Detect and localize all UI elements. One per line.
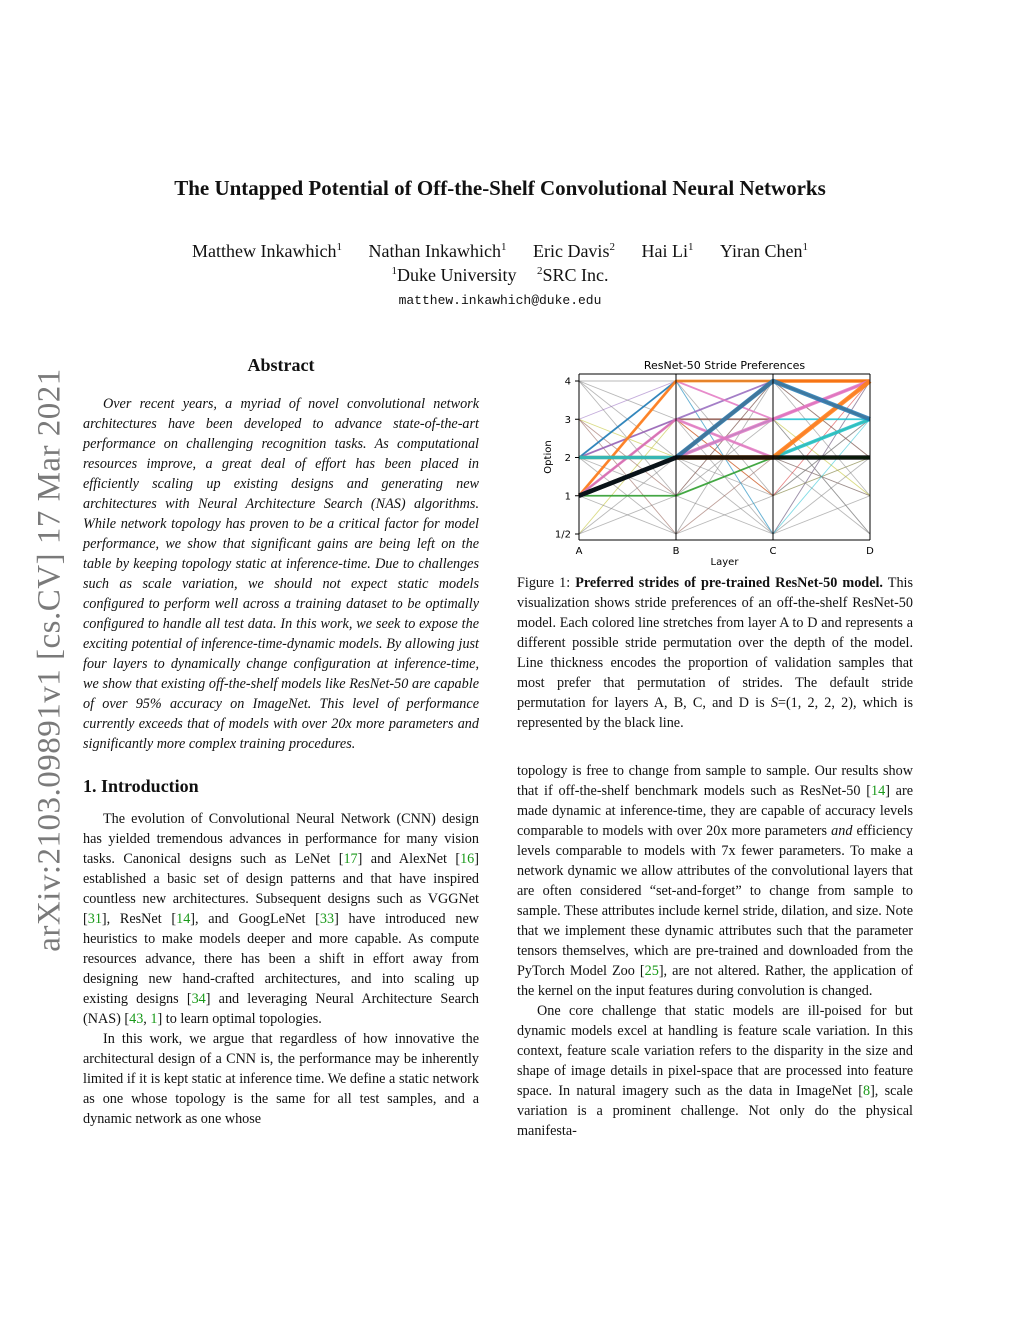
figure-1 [517, 355, 913, 567]
x-tick-label: B [672, 546, 680, 557]
author-name: Nathan Inkawhich [368, 241, 501, 261]
paper-title: The Untapped Potential of Off-the-Shelf Convolutional Neural Networks [174, 176, 826, 200]
caption-label: Figure 1: [517, 575, 571, 591]
author-affil-mark: 2 [609, 241, 615, 253]
caption-bold: Preferred strides of pre-trained ResNet-50 model. [575, 575, 883, 591]
author-name: Matthew Inkawhich [192, 241, 337, 261]
arxiv-stamp-text: arXiv:2103.09891v1 [cs.CV] 17 Mar 2021 [31, 368, 68, 952]
text-run: ], are not altered. Rather, the application of the kernel on the input features during convolution is changed. [517, 963, 913, 999]
abstract-heading: Abstract [247, 355, 315, 375]
text-run: ] and AlexNet [ [357, 851, 461, 867]
citation-link[interactable]: 14 [176, 911, 191, 927]
text-run: ], scale variation is a prominent challenge. Not only do the physical manifesta- [517, 1083, 913, 1139]
text-run: ] are made dynamic at inference-time, they are capable of accuracy levels comparable to models with over 20x more parameters [517, 783, 914, 839]
text-run: ] established a basic set of design patterns and that have inspired countless new architectures. Subsequent designs such as VGGNet [ [83, 851, 479, 927]
citation-link[interactable]: 14 [871, 783, 886, 799]
text-run: ] and leveraging Neural Architecture Search (NAS) [ [83, 991, 479, 1027]
author [192, 241, 342, 261]
affil-name: SRC Inc. [542, 265, 609, 285]
citation-link[interactable]: 33 [319, 911, 335, 927]
x-tick-label: D [866, 546, 874, 557]
author [533, 241, 615, 261]
y-tick-label: 3 [564, 414, 571, 426]
text-run: The evolution of Convolutional Neural Network (CNN) design has yielded tremendous advances in performance for many vision tasks. Canonical designs such as LeNet [ [83, 811, 479, 867]
figure-1-caption [517, 573, 913, 733]
author [641, 241, 693, 261]
caption-text: This visualization shows stride preferences of an off-the-shelf ResNet-50 model. Each colored line stretches from layer A to D and represents a different possible stride permutation over the depth of the model. Line thickness encodes the proportion of validation samples that most prefer that permutation of strides. The default stride permutation for layers A, B, C, and D is [517, 575, 914, 711]
left-column [83, 355, 479, 1129]
text-run: One core challenge that static models are ill-poised for but dynamic models excel at handling is feature scale variation. In this context, feature scale variation refers to the disparity in the size and shape of image details in pixel-space that are processed into feature space. In natural imagery such as the data in ImageNet [ [517, 1003, 913, 1099]
y-tick-label: 1 [564, 491, 571, 503]
y-tick-label: 2 [564, 453, 571, 464]
intro-paragraph-1 [83, 809, 479, 1029]
text-run: In this work, we argue that regardless of how innovative the architectural design of a CNN is, the performance may be inherently limited if it is kept static at inference time. We define a static network as one whose topology is the same for all test samples, and a dynamic network as one whose [83, 1031, 479, 1127]
text-run: ] to learn optimal topologies. [157, 1011, 322, 1027]
right-column [517, 355, 913, 1141]
citation-link[interactable]: 43 [129, 1011, 144, 1027]
contact-email: matthew.inkawhich@duke.edu [398, 293, 602, 308]
text-run: ], and GoogLeNet [ [190, 911, 320, 927]
intro-paragraph-2 [83, 1029, 479, 1129]
citation-link[interactable]: 31 [87, 911, 102, 927]
text-run: ], ResNet [ [101, 911, 177, 927]
caption-end: =(1, 2, 2, 2), which is represented by the black line. [517, 695, 913, 731]
arxiv-stamp [26, 350, 74, 970]
emphasis: and [831, 823, 853, 839]
author-affil-mark: 1 [500, 241, 507, 253]
author-name: Yiran Chen [719, 241, 803, 261]
affil-mark: 2 [536, 265, 543, 277]
author-list [0, 241, 1000, 262]
citation-link[interactable]: 16 [460, 851, 475, 867]
x-tick-label: A [575, 546, 583, 557]
text-run: ] have introduced new heuristics to make models deeper and more capable. As compute resources advance, there has been a shift in effort away from designing new hand-crafted architectures, and into scaling up existing designs [ [83, 911, 479, 1007]
x-axis-label: Layer [710, 557, 739, 567]
stride-preference-chart [517, 355, 913, 567]
x-tick-label: C [769, 546, 777, 557]
chart-title: ResNet-50 Stride Preferences [643, 359, 806, 372]
right-body [517, 761, 913, 1141]
author-affil-mark: 1 [336, 241, 343, 253]
y-tick-label: 4 [564, 376, 571, 388]
text-run: efficiency levels comparable to models with 7x fewer parameters. To make a network dynamic we allow attributes of the convolutional layers that are often considered “set-and-forget” to change from sample to sample. These attributes include kernel stride, dilation, and size. Note that we implement these dynamic attributes such that the parameter tensors themselves, which are pre-trained and downloaded from the PyTorch Model Zoo [ [517, 823, 913, 979]
author-affil-mark: 1 [687, 241, 694, 253]
affil-mark: 1 [391, 265, 397, 277]
citation-link[interactable]: 34 [191, 991, 206, 1007]
author-name: Hai Li [641, 241, 688, 261]
abstract-text: Over recent years, a myriad of novel convolutional network architectures have been developed to advance state-of-the-art performance on challenging recognition tasks. As computational resources improve, a great deal of effort has been placed in efficiently scaling up existing designs and generating new architectures with Neural Architecture Search (NAS) algorithms. While network topology has proven to be a critical factor for model performance, we show that significant gains are being left on the table by keeping topology static at inference-time. Due to challenges such as scale variation, we should not expect static models configured to perform well across a training dataset to be optimally configured to handle all test data. In this work, we seek to expose the exciting potential of inference-time-dynamic models. By allowing just four layers to dynamically change configuration at inference-time, we show that existing off-the-shelf models like ResNet-50 are capable of over 95% accuracy on ImageNet. This level of performance currently exceeds that of models with over 20x more parameters and significantly more complex training procedures. [83, 396, 479, 752]
citation-link[interactable]: 8 [862, 1083, 871, 1099]
affiliation [392, 265, 517, 285]
affiliation [537, 265, 609, 285]
intro-paragraph-4 [517, 1001, 913, 1141]
caption-math: S [770, 695, 778, 711]
citation-link[interactable]: 1 [150, 1011, 158, 1027]
author [720, 241, 808, 261]
author-affil-mark: 1 [802, 241, 808, 253]
author-name: Eric Davis [532, 241, 610, 261]
y-tick-label: 1/2 [554, 529, 571, 541]
affiliation-list [0, 265, 1000, 286]
author [369, 241, 507, 261]
y-axis-label: Option [543, 440, 554, 474]
citation-link[interactable]: 17 [343, 851, 358, 867]
text-run: topology is free to change from sample to sample. Our results show that if off-the-shelf benchmark models such as ResNet-50 [ [517, 763, 913, 799]
affil-name: Duke University [397, 265, 517, 285]
citation-link[interactable]: 25 [644, 963, 659, 979]
text-run: , [143, 1011, 151, 1027]
intro-heading: 1. Introduction [83, 776, 199, 796]
intro-paragraph-3 [517, 761, 913, 1001]
